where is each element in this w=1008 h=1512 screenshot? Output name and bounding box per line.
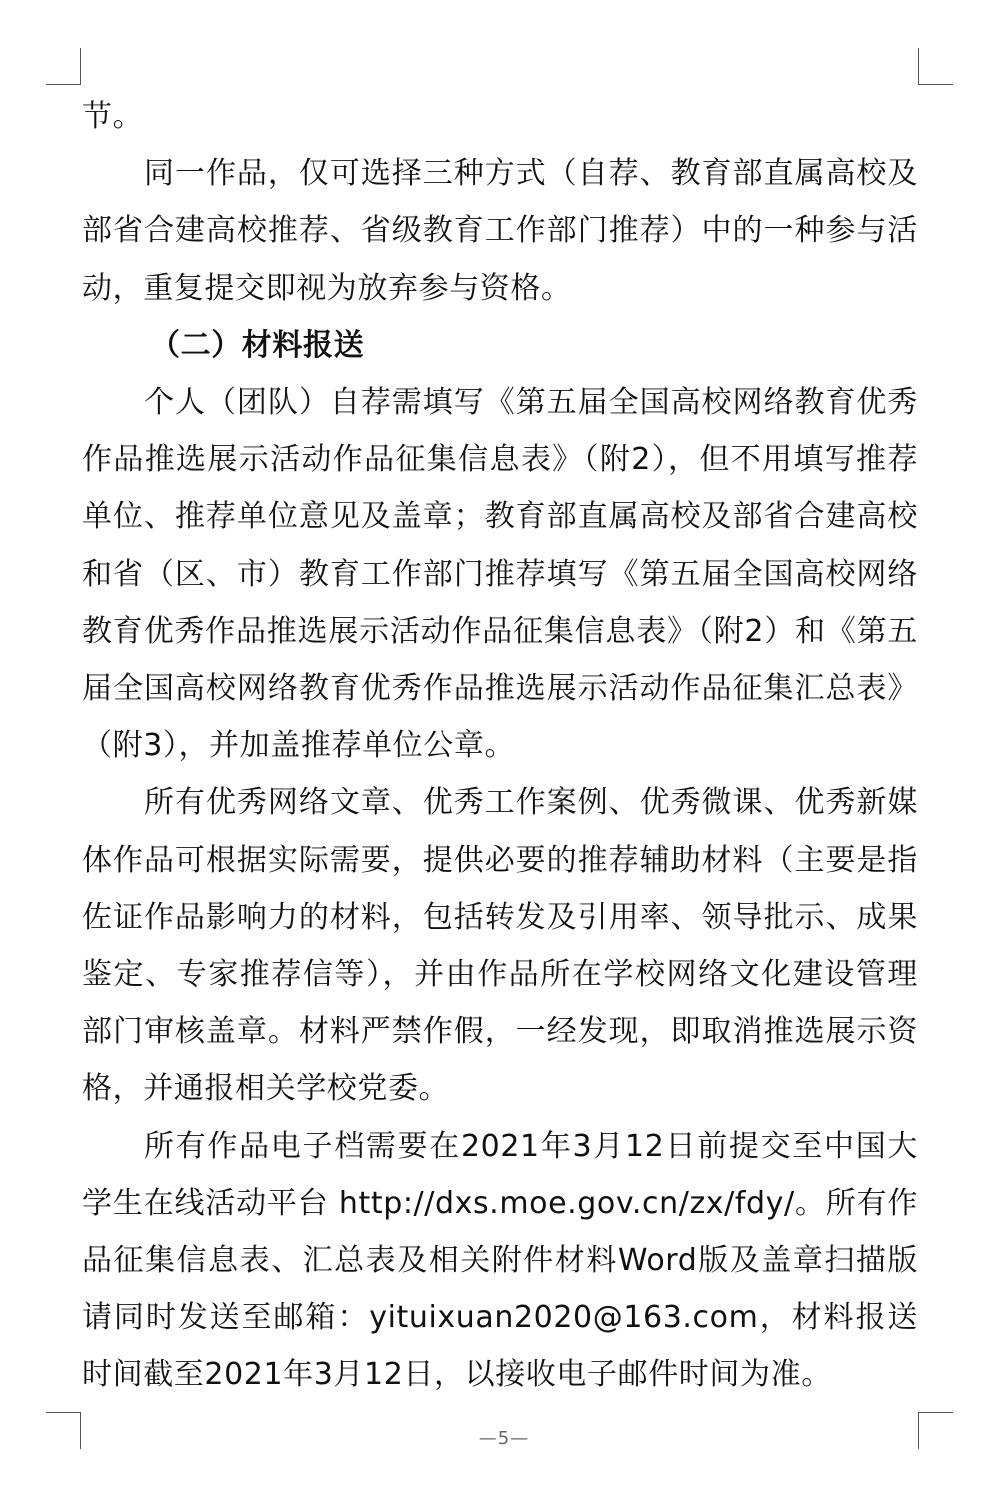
page-number: —5— <box>478 1428 530 1449</box>
paragraph-submission-deadline: 所有作品电子档需要在2021年3月12日前提交至中国大学生在线活动平台 http://dxs.moe.gov.cn/zx/fdy/。所有作品征集信息表、汇总表及相关附件材料Word版及盖章扫描版请同时发送至邮箱：yituixuan2020@163.com，材料报送时间截至2021年3月12日，以接收电子邮件时间为准。 <box>82 1128 918 1393</box>
crop-mark-top-right <box>918 48 953 85</box>
section-heading-material-submission: （二）材料报送 <box>150 327 365 363</box>
paragraph-continuation: 节。 <box>82 99 144 134</box>
paragraph-forms-to-fill: 个人（团队）自荐需填写《第五届全国高校网络教育优秀作品推选展示活动作品征集信息表》（附2），但不用填写推荐单位、推荐单位意见及盖章；教育部直属高校及部省合建高校和省（区、市）教育工作部门推荐填写《第五届全国高校网络教育优秀作品推选展示活动作品征集信息表》（附2）和《第五届全国高校网络教育优秀作品推选展示活动作品征集汇总表》（附3），并加盖推荐单位公章。 <box>82 385 918 764</box>
document-body <box>82 88 918 1404</box>
crop-mark-top-left <box>46 48 81 85</box>
paragraph-supporting-materials: 所有优秀网络文章、优秀工作案例、优秀微课、优秀新媒体作品可根据实际需要，提供必要的推荐辅助材料（主要是指佐证作品影响力的材料，包括转发及引用率、领导批示、成果鉴定、专家推荐信等），并由作品所在学校网络文化建设管理部门审核盖章。材料严禁作假，一经发现，即取消推选展示资格，并通报相关学校党委。 <box>82 785 918 1107</box>
paragraph-single-method-rule: 同一作品，仅可选择三种方式（自荐、教育部直属高校及部省合建高校推荐、省级教育工作部门推荐）中的一种参与活动，重复提交即视为放弃参与资格。 <box>82 156 918 306</box>
